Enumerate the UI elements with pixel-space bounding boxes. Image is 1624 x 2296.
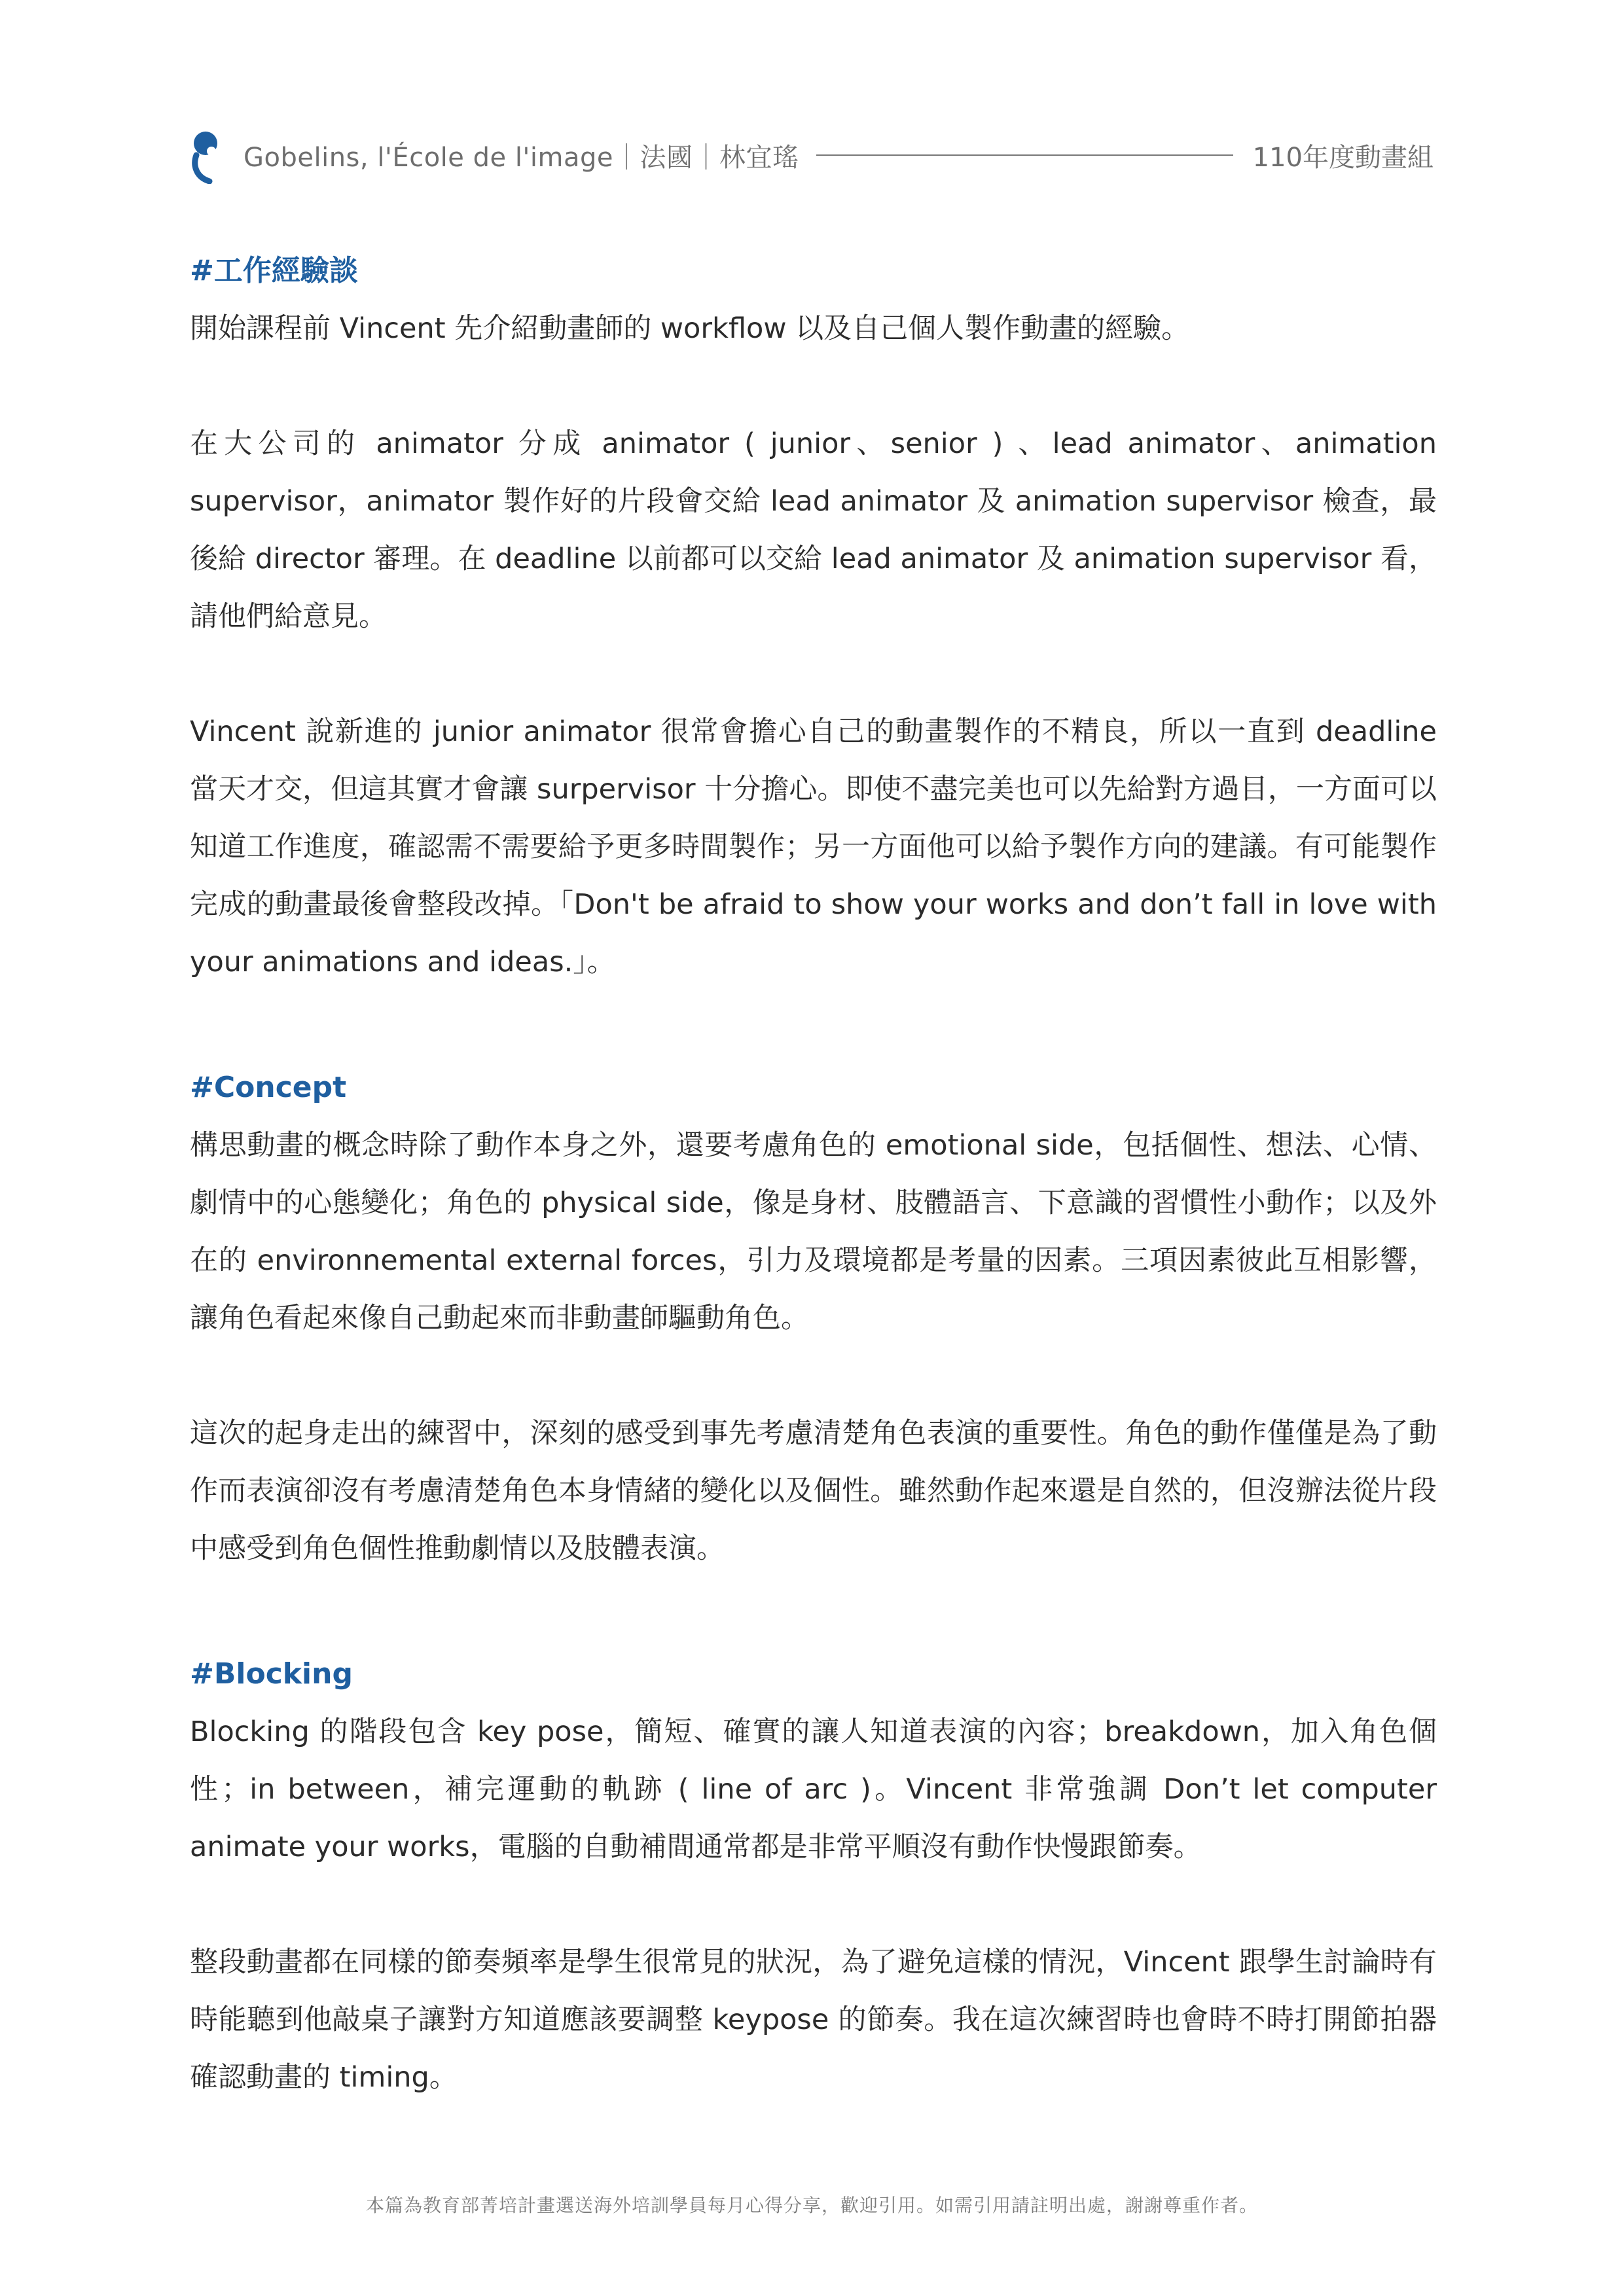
paragraph: 開始課程前 Vincent 先介紹動畫師的 workflow 以及自己個人製作動畫的經驗。: [190, 312, 1190, 345]
article-body: [190, 242, 1437, 2106]
paragraph: 整段動畫都在同樣的節奏頻率是學生很常見的狀況，為了避免這樣的情況，Vincent 跟學生討論時有時能聽到他敲桌子讓對方知道應該要調整 keypose 的節奏。我在這次練習時也會時不時打開節拍器確認動畫的 timing。: [190, 1946, 1437, 2094]
paragraph: 構思動畫的概念時除了動作本身之外，還要考慮角色的 emotional side，包括個性、想法、心情、劇情中的心態變化；角色的 physical side，像是身材、肢體語言、下意識的習慣性小動作；以及外在的 environnemental external forces，引力及環境都是考量的因素。三項因素彼此互相影響，讓角色看起來像自己動起來而非動畫師驅動角色。: [190, 1129, 1437, 1335]
paragraph: Vincent 說新進的 junior animator 很常會擔心自己的動畫製作的不精良，所以一直到 deadline 當天才交，但這其實才會讓 surpervisor 十分擔心。即使不盡完美也可以先給對方過目，一方面可以知道工作進度，確認需不需要給予更多時間製作；另一方面他可以給予製作方向的建議。有可能製作完成的動畫最後會整段改掉。「Don't be afraid to show your works and don’t fall in love with your animations and ideas.」。: [190, 715, 1437, 978]
header-divider: [816, 154, 1233, 156]
section-heading-blocking: #Blocking: [190, 1657, 353, 1691]
paragraph: Blocking 的階段包含 key pose，簡短、確實的讓人知道表演的內容；breakdown，加入角色個性；in between，補完運動的軌跡 ( line of arc )。Vincent 非常強調 Don’t let computer animate your works，電腦的自動補間通常都是非常平順沒有動作快慢跟節奏。: [190, 1715, 1437, 1863]
page-header: [190, 126, 1434, 185]
header-category: 110年度動畫組: [1252, 142, 1434, 173]
section-heading-work-experience: #工作經驗談: [190, 254, 358, 287]
paragraph: 這次的起身走出的練習中，深刻的感受到事先考慮清楚角色表演的重要性。角色的動作僅僅是為了動作而表演卻沒有考慮清楚角色本身情緒的變化以及個性。雖然動作起來還是自然的，但沒辦法從片段中感受到角色個性推動劇情以及肢體表演。: [190, 1417, 1437, 1565]
header-title: Gobelins, l'École de l'image｜法國｜林宜瑤: [244, 142, 799, 173]
section-heading-concept: #Concept: [190, 1071, 347, 1104]
gobelins-logo-icon: [190, 126, 229, 184]
page-footer-note: 本篇為教育部菁培計畫選送海外培訓學員每月心得分享，歡迎引用。如需引用請註明出處，謝謝尊重作者。: [365, 2195, 1258, 2216]
paragraph: 在大公司的 animator 分成 animator ( junior、senior ) 、lead animator、animation supervisor，animator 製作好的片段會交給 lead animator 及 animation supervisor 檢查，最後給 director 審理。在 deadline 以前都可以交給 lead animator 及 animation supervisor 看，請他們給意見。: [190, 427, 1437, 633]
